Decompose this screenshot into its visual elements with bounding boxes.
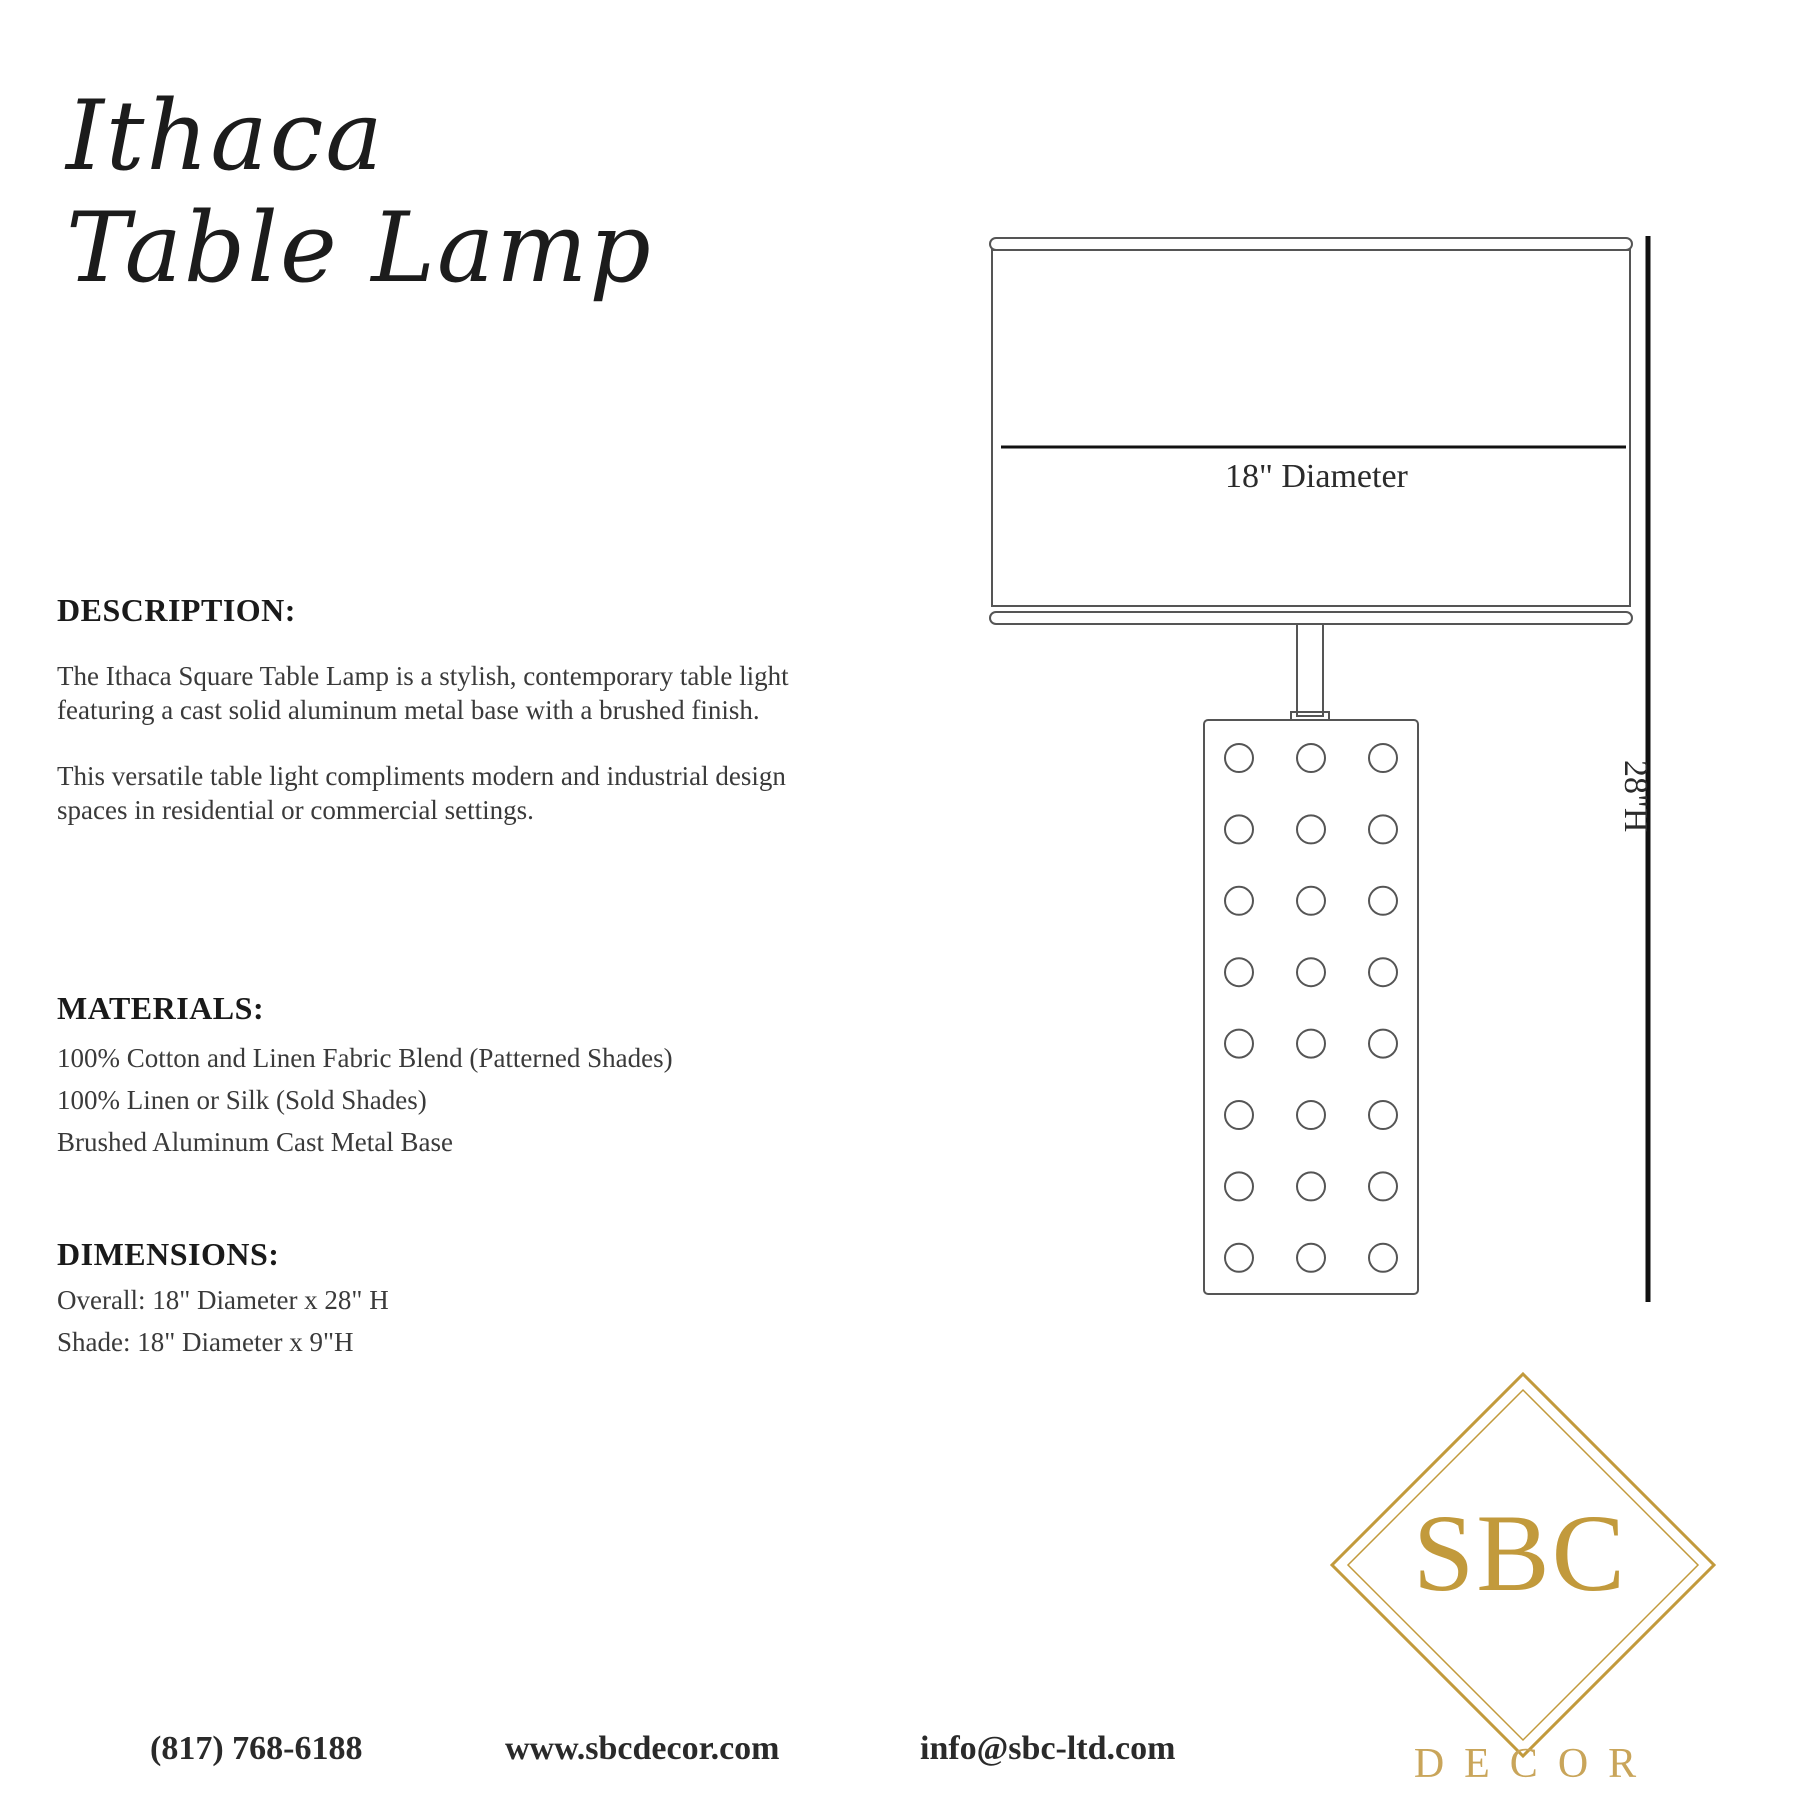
- base-hole: [1369, 1172, 1397, 1200]
- dimensions-item: Overall: 18" Diameter x 28" H: [57, 1285, 389, 1315]
- description-heading: DESCRIPTION:: [57, 592, 296, 628]
- base-hole: [1225, 958, 1253, 986]
- lamp-shade: [992, 250, 1630, 606]
- description-paragraph-2: This versatile table light compliments modern and industrial design spaces in residential or commercial settings.: [57, 761, 786, 825]
- shade-bottom-rim: [990, 612, 1632, 624]
- base-hole: [1369, 744, 1397, 772]
- dimensions-item: Shade: 18" Diameter x 9"H: [57, 1327, 354, 1357]
- base-holes: [1225, 744, 1397, 1272]
- logo-wordmark: SBC: [1413, 1492, 1627, 1614]
- description-paragraph-1: The Ithaca Square Table Lamp is a stylish, contemporary table light featuring a cast solid aluminum metal base with a brushed finish.: [57, 661, 789, 725]
- materials-item: 100% Cotton and Linen Fabric Blend (Patterned Shades): [57, 1043, 673, 1073]
- base-hole: [1225, 815, 1253, 843]
- logo-subtext: DECOR: [1413, 1741, 1657, 1787]
- base-hole: [1369, 958, 1397, 986]
- materials-item: Brushed Aluminum Cast Metal Base: [57, 1127, 453, 1157]
- shade-top-rim: [990, 238, 1632, 250]
- base-hole: [1297, 958, 1325, 986]
- base-hole: [1297, 887, 1325, 915]
- base-hole: [1297, 744, 1325, 772]
- dimensions-heading: DIMENSIONS:: [57, 1236, 280, 1272]
- base-hole: [1225, 887, 1253, 915]
- materials-heading: MATERIALS:: [57, 990, 265, 1026]
- base-hole: [1369, 1244, 1397, 1272]
- height-label: 28"H: [1617, 760, 1654, 833]
- base-hole: [1225, 744, 1253, 772]
- base-hole: [1297, 1244, 1325, 1272]
- base-hole: [1369, 887, 1397, 915]
- base-hole: [1225, 1172, 1253, 1200]
- footer-phone: (817) 768-6188: [150, 1730, 363, 1767]
- footer-website[interactable]: www.sbcdecor.com: [505, 1730, 780, 1767]
- title-line-2: Table Lamp: [66, 192, 653, 304]
- base-hole: [1369, 1101, 1397, 1129]
- lamp-base: [1204, 720, 1418, 1294]
- base-hole: [1297, 1030, 1325, 1058]
- base-hole: [1297, 1101, 1325, 1129]
- materials-item: 100% Linen or Silk (Sold Shades): [57, 1085, 427, 1115]
- lamp-stem: [1297, 624, 1323, 716]
- diameter-label: 18" Diameter: [1225, 458, 1408, 495]
- base-hole: [1225, 1101, 1253, 1129]
- base-hole: [1297, 815, 1325, 843]
- base-hole: [1225, 1030, 1253, 1058]
- base-hole: [1297, 1172, 1325, 1200]
- title-line-1: Ithaca: [66, 80, 385, 192]
- footer-email[interactable]: info@sbc-ltd.com: [920, 1730, 1176, 1767]
- base-hole: [1225, 1244, 1253, 1272]
- base-hole: [1369, 815, 1397, 843]
- base-hole: [1369, 1030, 1397, 1058]
